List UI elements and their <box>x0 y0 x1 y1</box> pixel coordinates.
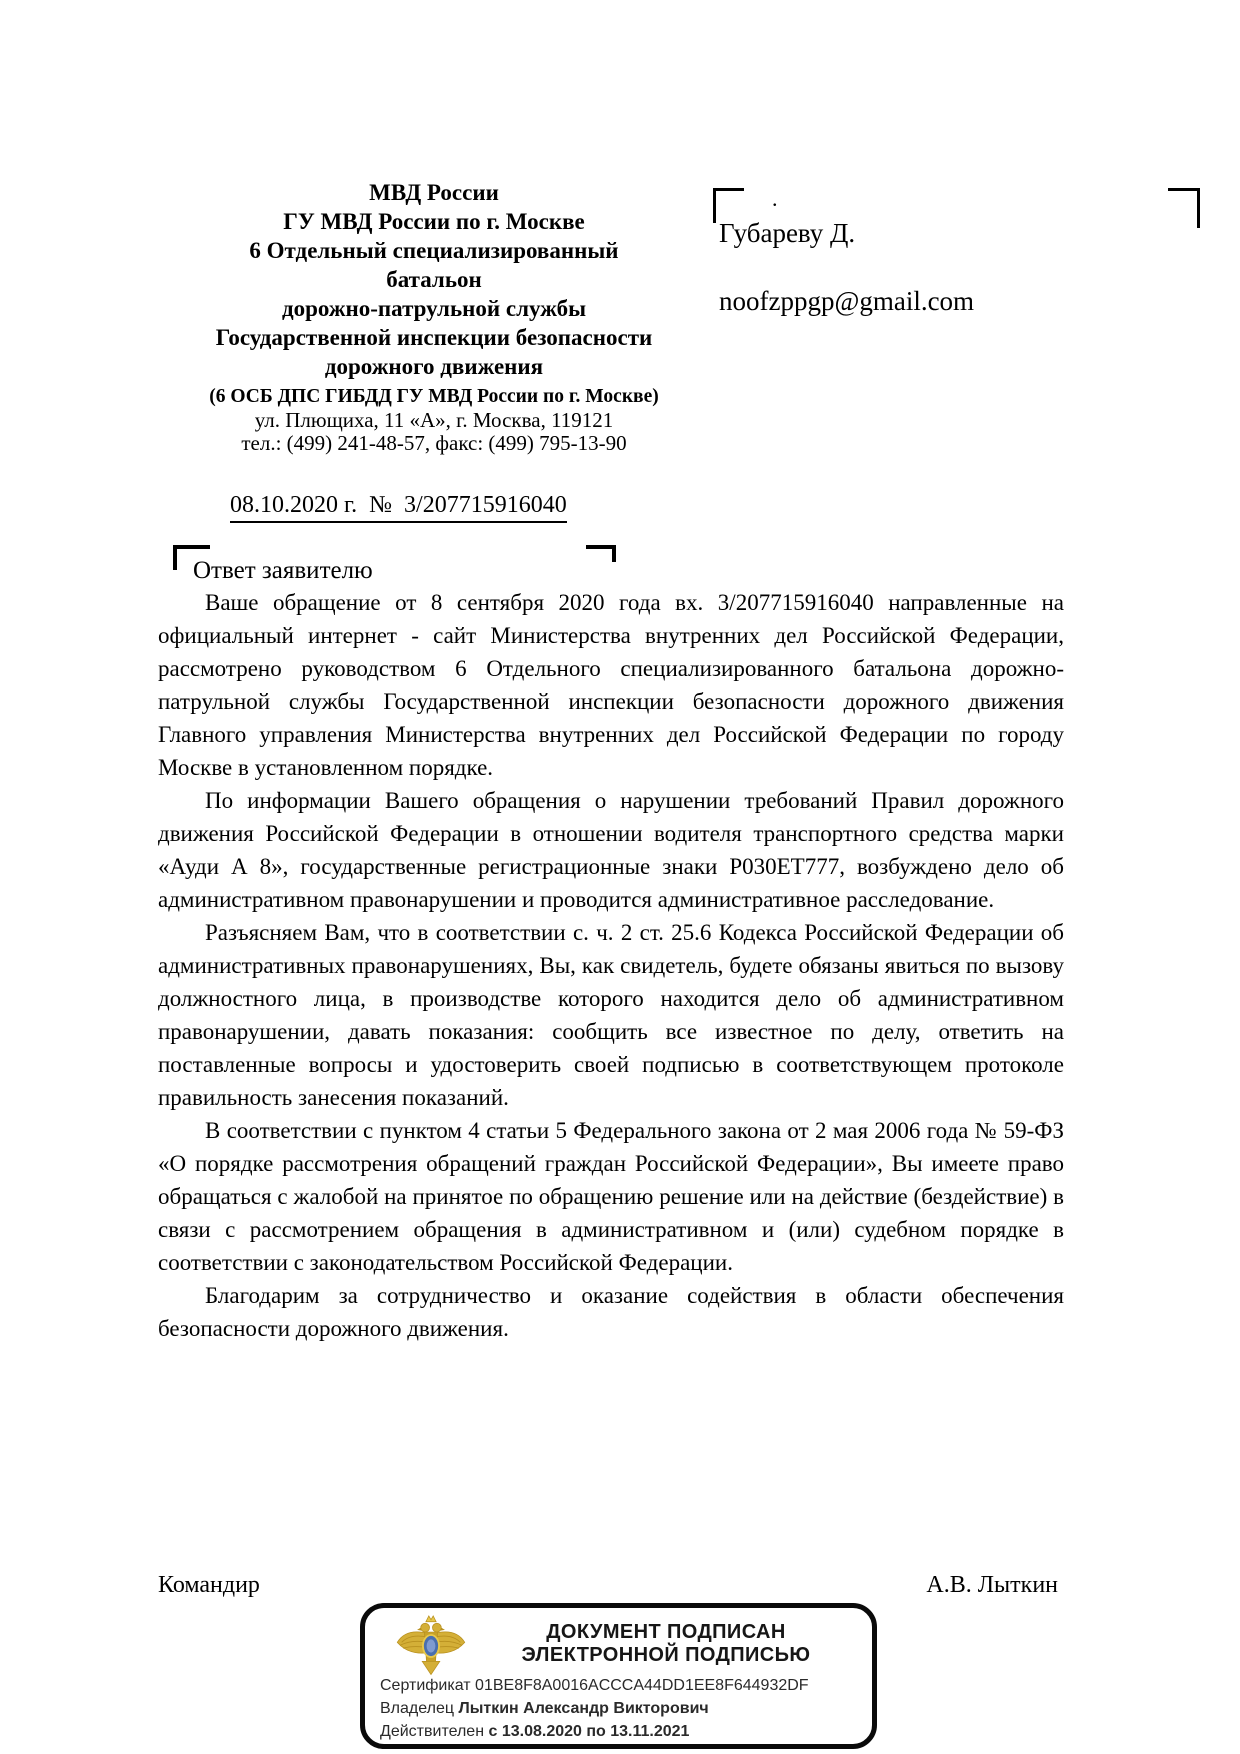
mvd-emblem-icon <box>391 1613 471 1679</box>
recipient-name: Губареву Д. <box>719 218 856 248</box>
stamp-certificate-value: 01BE8F8A0016ACCCA44DD1EE8F644932DF <box>475 1677 809 1694</box>
stamp-title-line2: ЭЛЕКТРОННОЙ ПОДПИСЬЮ <box>521 1644 811 1666</box>
org-name-line: батальон <box>386 267 482 292</box>
recipient-dot-mark: . <box>772 186 778 211</box>
stamp-certificate-line <box>380 1674 868 1697</box>
letterhead <box>163 178 705 455</box>
stamp-owner-name: Лыткин Александр Викторович <box>458 1700 709 1717</box>
signature-stamp <box>360 1603 877 1749</box>
body-paragraph: По информации Вашего обращения о нарушении требований Правил дорожного движения Российской Федерации в отношении водителя транспортного средства марки «Ауди А 8», государственные регистрационные знаки Р030ЕТ777, возбуждено дело об административном правонарушении и проводится административное расследование. <box>158 788 1064 912</box>
org-name-line: 6 Отдельный специализированный <box>249 238 619 263</box>
stamp-validity-dates: с 13.08.2020 по 13.11.2021 <box>488 1723 690 1740</box>
signature-role: Командир <box>158 1572 260 1598</box>
org-name-line: дорожно-патрульной службы <box>281 296 587 321</box>
stamp-title-line1: ДОКУМЕНТ ПОДПИСАН <box>546 1621 786 1643</box>
body-paragraph: Разъясняем Вам, что в соответствии с. ч. 2 ст. 25.6 Кодекса Российской Федерации об административных правонарушениях, Вы, как свидетель, будете обязаны явиться по вызову должностного лица, в производстве которого находится дело об административном правонарушении, давать показания: сообщить все известное по делу, ответить на поставленные вопросы и удостоверить своей подписью в соответствующем протоколе правильность занесения показаний. <box>158 920 1064 1110</box>
stamp-validity-label: Действителен <box>380 1723 485 1740</box>
org-name-line: Государственной инспекции безопасности <box>215 325 653 350</box>
stamp-owner-label: Владелец <box>380 1700 455 1717</box>
signature-name: А.В. Лыткин <box>926 1572 1058 1598</box>
stamp-details <box>380 1674 868 1743</box>
subject-corner-bracket-right <box>586 545 616 562</box>
org-name-line: ГУ МВД России по г. Москве <box>283 209 585 234</box>
subject-label: Ответ заявителю <box>193 557 373 584</box>
stamp-certificate-label: Сертификат <box>380 1677 471 1694</box>
page-corner-bracket <box>1168 188 1200 228</box>
body-paragraph: Ваше обращение от 8 сентября 2020 года вх. 3/207715916040 направленные на официальный интернет - сайт Министерства внутренних дел Российской Федерации, рассмотрено руководством 6 Отдельного специализированного батальона дорожно-патрульной службы Государственной инспекции безопасности дорожного движения Главного управления Министерства внутренних дел Российской Федерации по городу Москве в установленном порядке. <box>158 590 1064 780</box>
ref-number-line: 08.10.2020 г. № 3/207715916040 <box>230 492 567 523</box>
org-name-line: МВД России <box>369 180 499 205</box>
org-phone: тел.: (499) 241-48-57, факс: (499) 795-13-90 <box>241 431 627 455</box>
stamp-validity-line <box>380 1720 868 1743</box>
stamp-title <box>477 1621 855 1667</box>
recipient-email: noofzppgp@gmail.com <box>719 286 975 316</box>
body-text <box>158 586 1064 1345</box>
org-address: ул. Плющиха, 11 «А», г. Москва, 119121 <box>254 408 614 432</box>
body-paragraph: Благодарим за сотрудничество и оказание содействия в области обеспечения безопасности дорожного движения. <box>158 1283 1064 1341</box>
body-paragraph: В соответствии с пунктом 4 статьи 5 Федерального закона от 2 мая 2006 года № 59-ФЗ «О порядке рассмотрения обращений граждан Российской Федерации», Вы имеете право обращаться с жалобой на принятое по обращению решение или на действие (бездействие) в связи с рассмотрением обращения в административном и (или) судебном порядке в соответствии с законодательством Российской Федерации. <box>158 1118 1064 1275</box>
stamp-owner-line <box>380 1697 868 1720</box>
signature-row <box>158 1572 1058 1599</box>
org-abbreviation: (6 ОСБ ДПС ГИБДД ГУ МВД России по г. Москве) <box>209 386 659 407</box>
org-name-line: дорожного движения <box>324 354 544 379</box>
